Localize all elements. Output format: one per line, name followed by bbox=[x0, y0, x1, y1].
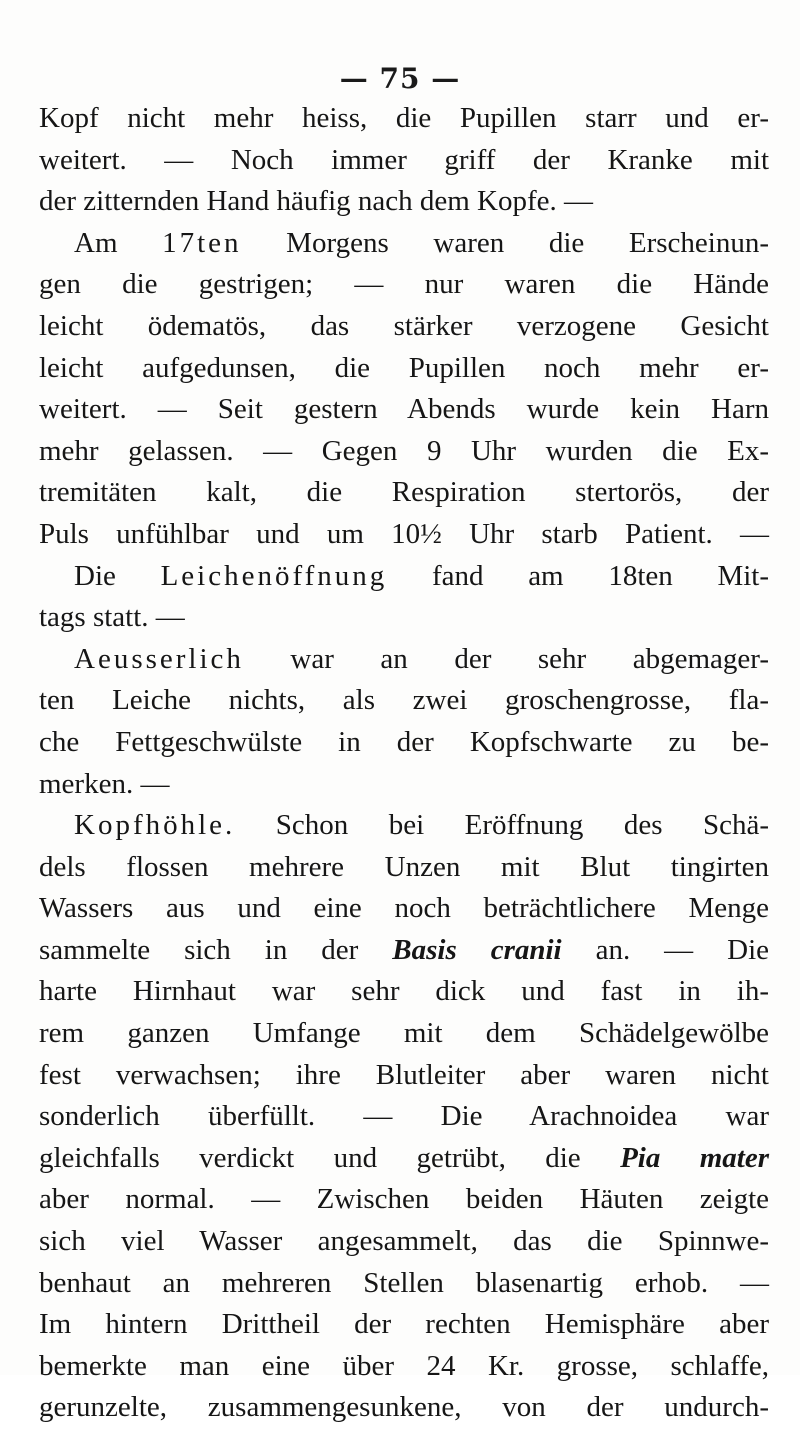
text-line-16: che Fettgeschwülste in der Kopfschwarte zu be- bbox=[39, 725, 769, 758]
emphasis-spaced: 17ten bbox=[162, 226, 242, 259]
text-line-6: leicht ödematös, das stärker verzogene Gesicht bbox=[39, 309, 769, 342]
emphasis-spaced: Kopfhöhle. bbox=[74, 809, 236, 842]
text-line-8: weitert. — Seit gestern Abends wurde kein Harn bbox=[39, 393, 769, 426]
text-line-22: harte Hirnhaut war sehr dick und fast in ih- bbox=[39, 975, 769, 1008]
emphasis-italic: Basis cranii bbox=[392, 933, 562, 966]
text-line-2: weitert. — Noch immer griff der Kranke mit bbox=[39, 143, 769, 176]
text-line-23: rem ganzen Umfange mit dem Schädelgewölbe bbox=[39, 1017, 769, 1050]
page-number: — 75 — bbox=[339, 62, 461, 95]
text-line-27: aber normal. — Zwischen beiden Häuten zeigte bbox=[39, 1183, 769, 1216]
text-line-12: Die Leichenöffnung fand am 18ten Mit- bbox=[74, 559, 769, 592]
text-line-32: gerunzelte, zusammengesunkene, von der undurch- bbox=[39, 1391, 769, 1424]
text-line-1: Kopf nicht mehr heiss, die Pupillen starr und er- bbox=[39, 102, 769, 134]
emphasis-spaced: Aeusserlich bbox=[74, 642, 244, 675]
text-line-15: ten Leiche nichts, als zwei groschengrosse, fla- bbox=[39, 684, 769, 717]
text-line-30: Im hintern Drittheil der rechten Hemisphäre aber bbox=[39, 1308, 769, 1341]
text-line-21: sammelte sich in der Basis cranii an. — Die bbox=[39, 933, 770, 966]
text-line-20: Wassers aus und eine noch beträchtlichere Menge bbox=[39, 892, 769, 925]
text-line-9: mehr gelassen. — Gegen 9 Uhr wurden die Ex- bbox=[39, 434, 769, 467]
text-line-10: tremitäten kalt, die Respiration stertorös, der bbox=[39, 476, 769, 509]
text-line-26: gleichfalls verdickt und getrübt, die Pia mater bbox=[39, 1141, 770, 1174]
text-line-14: Aeusserlich war an der sehr abgemager- bbox=[74, 642, 769, 675]
text-line-28: sich viel Wasser angesammelt, das die Spinnwe- bbox=[39, 1225, 769, 1258]
emphasis-italic: Pia mater bbox=[620, 1141, 770, 1174]
text-line-25: sonderlich überfüllt. — Die Arachnoidea war bbox=[39, 1100, 769, 1133]
text-line-19: dels flossen mehrere Unzen mit Blut tingirten bbox=[39, 850, 769, 883]
text-line-13: tags statt. — bbox=[39, 601, 185, 634]
text-line-29: benhaut an mehreren Stellen blasenartig erhob. — bbox=[39, 1266, 769, 1299]
emphasis-spaced: Leichenöffnung bbox=[160, 559, 388, 592]
text-line-17: merken. — bbox=[39, 767, 170, 800]
body-text bbox=[39, 98, 769, 1429]
text-line-3: der zitternden Hand häufig nach dem Kopfe. — bbox=[39, 185, 594, 218]
text-line-31: bemerkte man eine über 24 Kr. grosse, schlaffe, bbox=[39, 1349, 769, 1382]
text-line-5: gen die gestrigen; — nur waren die Hände bbox=[39, 268, 769, 301]
text-line-4: Am 17ten Morgens waren die Erscheinun- bbox=[74, 226, 770, 259]
text-line-11: Puls unfühlbar und um 10½ Uhr starb Patient. — bbox=[39, 517, 769, 550]
text-line-7: leicht aufgedunsen, die Pupillen noch mehr er- bbox=[39, 351, 769, 384]
text-line-18: Kopfhöhle. Schon bei Eröffnung des Schä- bbox=[74, 809, 769, 842]
text-line-24: fest verwachsen; ihre Blutleiter aber waren nicht bbox=[39, 1058, 769, 1091]
